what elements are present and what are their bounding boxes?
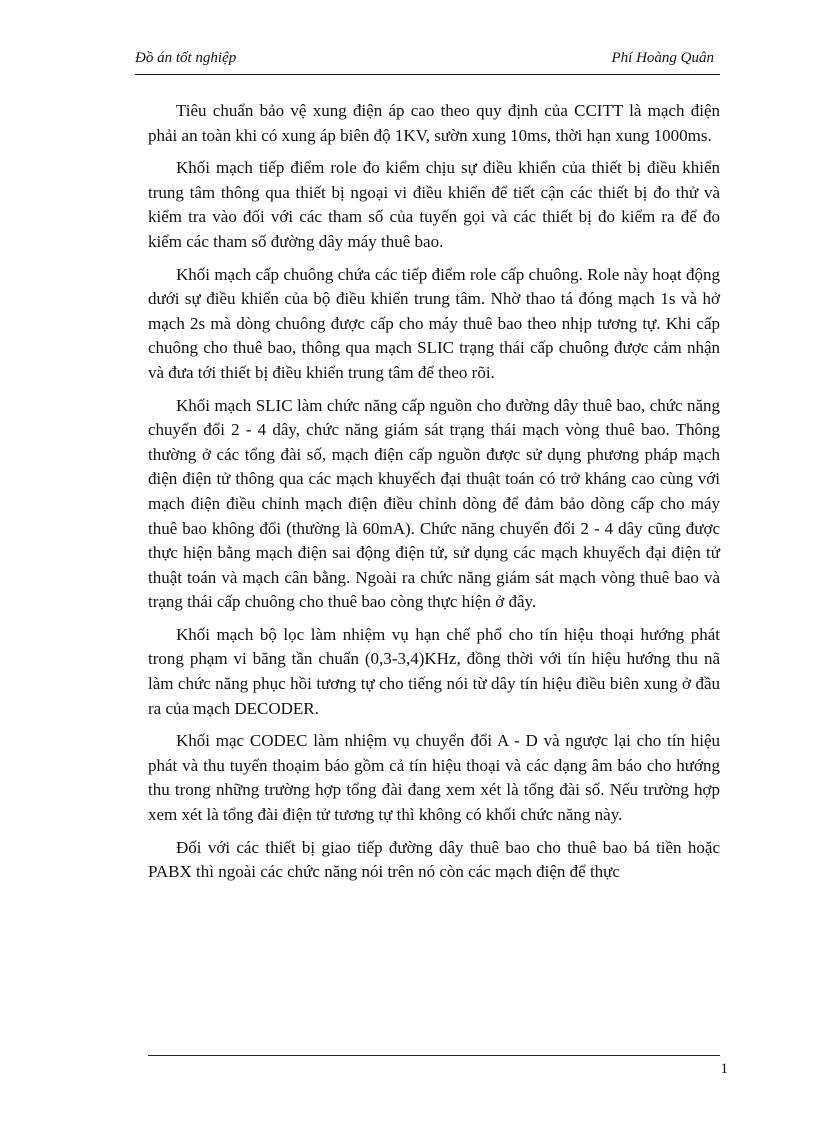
- page-body: [148, 99, 720, 893]
- paragraph-codec-circuit: Khối mạc CODEC làm nhiệm vụ chuyển đổi A - D và ngược lại cho tín hiệu phát và thu tuyến thoạim báo gồm cả tín hiệu thoại và các dạng âm báo cho hướng thu trong những trường hợp tổng đài đang xem xét là tổng đài số. Nếu trường hợp xem xét là tổng đài điện tử tương tự thì không có khối chức năng này.: [148, 731, 720, 825]
- paragraph-ringing-circuit: Khối mạch cấp chuông chứa các tiếp điểm role cấp chuông. Role này hoạt động dưới sự điều khiển của bộ điều khiển trung tâm. Nhờ thao tá đóng mạch 1s và hở mạch 2s mà dòng chuông được cấp cho máy thuê bao theo nhịp tương tự. Khi cấp chuông cho thuê bao, thông qua mạch SLIC trạng thái cấp chuông được cảm nhận và đưa tới thiết bị điều khiển trung tâm để theo rõi.: [148, 264, 720, 382]
- author-name: Phí Hoàng Quân: [611, 50, 714, 66]
- paragraph-filter-circuit: Khối mạch bộ lọc làm nhiệm vụ hạn chế phổ cho tín hiệu thoại hướng phát trong phạm vi băng tần chuẩn (0,3-3,4)KHz, đồng thời với tín hiệu hướng thu nã làm chức năng phục hồi tương tự cho tiếng nói từ dây tín hiệu điều biên xung ở đầu ra của mạch DECODER.: [148, 624, 720, 718]
- paragraph-payphone-pabx: Đối với các thiết bị giao tiếp đường dây thuê bao cho thuê bao bá tiền hoặc PABX thì ngoài các chức năng nói trên nó còn các mạch điện để thực: [148, 837, 720, 882]
- paragraph-slic-circuit: Khối mạch SLIC làm chức năng cấp nguồn cho đường dây thuê bao, chức năng chuyển đổi 2 - 4 dây, chức năng giám sát trạng thái mạch vòng thuê bao. Thông thường ở các tổng đài số, mạch điện cấp nguồn được sử dụng phương pháp mạch điện điện tử thông qua các mạch khuyếch đại thuật toán có trở kháng cao cùng với mạch điện điều chỉnh mạch điện điều chỉnh dòng để đảm bảo dòng cấp cho máy thuê bao không đổi (thường là 60mA). Chức năng chuyển đổi 2 - 4 dây cũng được thực hiện bằng mạch điện sai động điện tử, sử dụng các mạch khuyếch đại điện tử thuật toán và mạch cân bằng. Ngoài ra chức năng giám sát mạch vòng thuê bao và trạng thái cấp chuông cho thuê bao còng thực hiện ở đây.: [148, 395, 720, 612]
- footer-divider: [148, 1055, 720, 1056]
- page-number: 1: [720, 1061, 728, 1077]
- paragraph-surge-protection: Tiêu chuẩn bảo vệ xung điện áp cao theo quy định của CCITT là mạch điện phải an toàn khi có xung áp biên độ 1KV, sườn xung 10ms, thời hạn xung 1000ms.: [148, 101, 720, 145]
- document-title: Đồ án tốt nghiệp: [135, 50, 237, 66]
- paragraph-test-relay: Khối mạch tiếp điểm role đo kiểm chịu sự điều khiển của thiết bị điều khiển trung tâm thông qua thiết bị ngoại vi điều khiển để tiết cận các thiết bị đo thử và kiểm tra vào đối với các tham số của tuyến gọi và các thiết bị đo kiểm ra để đo kiểm các tham số đường dây máy thuê bao.: [148, 158, 720, 251]
- page-header: [135, 46, 720, 75]
